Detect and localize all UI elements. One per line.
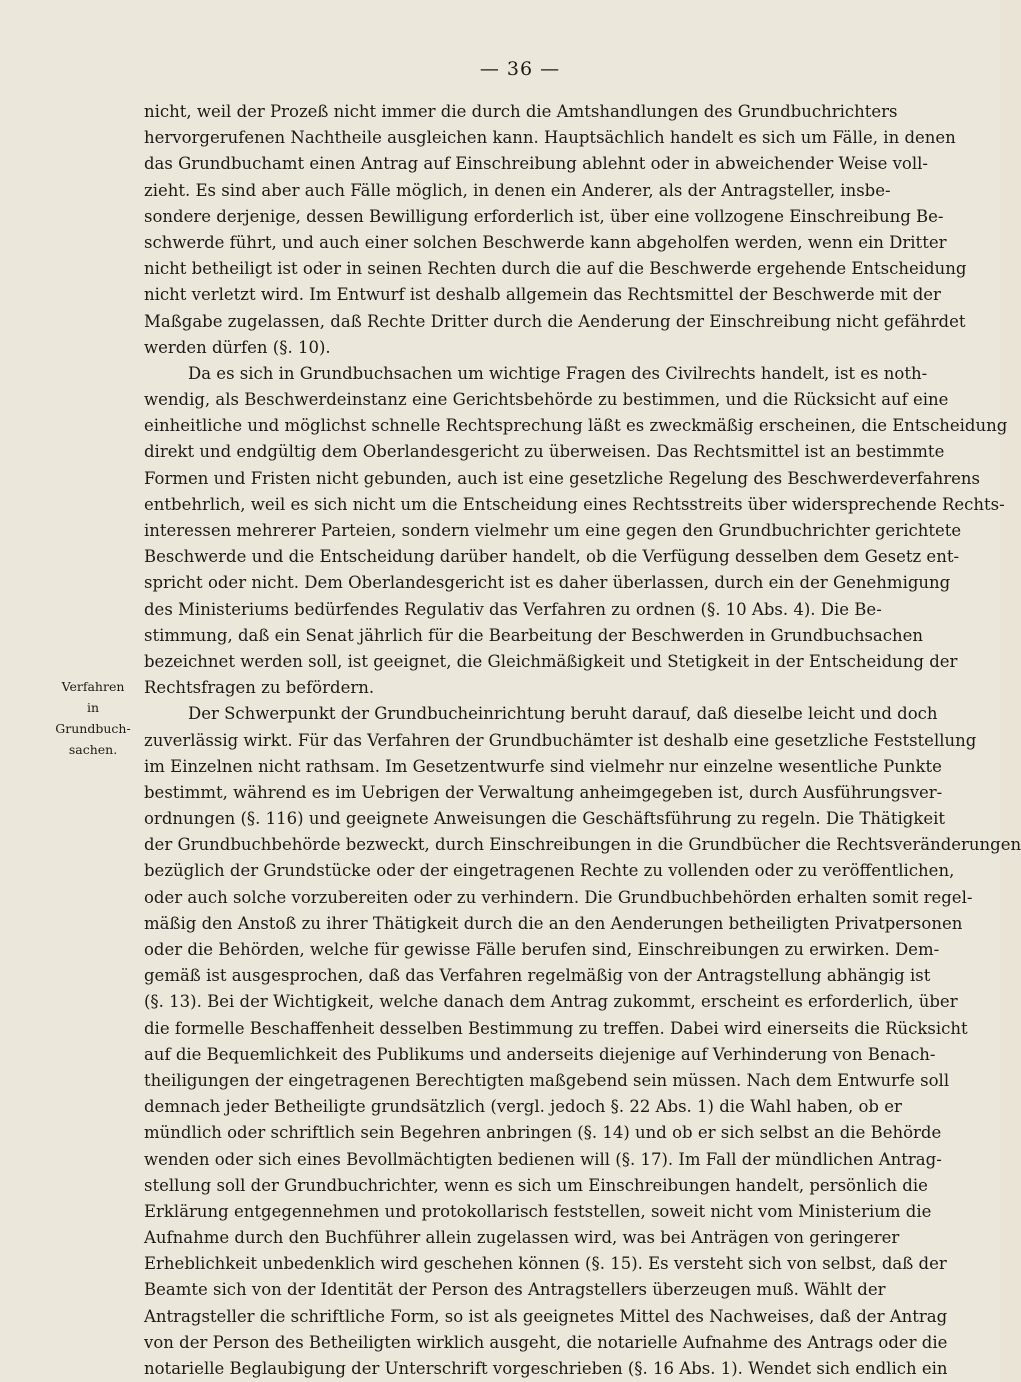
text-line: Da es sich in Grundbuchsachen um wichtige Fragen des Civilrechts handelt, ist es noth-: [188, 363, 928, 383]
text-line: auf die Bequemlichkeit des Publikums und anderseits diejenige auf Verhinderung von Benach-: [144, 1044, 936, 1064]
text-line: bezüglich der Grundstücke oder der eingetragenen Rechte zu vollenden oder zu veröffentlichen,: [144, 861, 955, 881]
margin-note-line: in: [86, 700, 100, 715]
margin-note: [52, 676, 134, 760]
text-line: oder die Behörden, welche für gewisse Fälle berufen sind, Einschreibungen zu erwirken. Dem-: [144, 940, 940, 959]
margin-note-line: Grundbuch-: [55, 721, 131, 736]
text-line: notarielle Beglaubigung der Unterschrift vorgeschrieben (§. 16 Abs. 1). Wendet sich endlich ein: [144, 1359, 948, 1378]
text-line: bezeichnet werden soll, ist geeignet, die Gleichmäßigkeit und Stetigkeit in der Entscheidung der: [144, 651, 958, 671]
text-line: stimmung, daß ein Senat jährlich für die Bearbeitung der Beschwerden in Grundbuchsachen: [144, 625, 924, 645]
text-line: (§. 13). Bei der Wichtigkeit, welche danach dem Antrag zukommt, erscheint es erforderlich, über: [144, 992, 958, 1012]
text-line: einheitliche und möglichst schnelle Rechtsprechung läßt es zweckmäßig erscheinen, die Entscheidung: [144, 416, 1008, 436]
text-line: nicht verletzt wird. Im Entwurf ist deshalb allgemein das Rechtsmittel der Beschwerde mit der: [144, 285, 941, 305]
text-line: werden dürfen (§. 10).: [144, 337, 331, 357]
text-line: oder auch solche vorzubereiten oder zu verhindern. Die Grundbuchbehörden erhalten somit regel-: [144, 887, 973, 907]
text-line: des Ministeriums bedürfendes Regulativ das Verfahren zu ordnen (§. 10 Abs. 4). Die Be-: [144, 599, 882, 619]
paragraph-1: [144, 99, 967, 361]
text-line: nicht, weil der Prozeß nicht immer die durch die Amtshandlungen des Grundbuchrichters: [144, 102, 898, 121]
text-line: mäßig den Anstoß zu ihrer Thätigkeit durch die an den Aenderungen betheiligten Privatpersonen: [144, 913, 963, 933]
text-line: schwerde führt, und auch einer solchen Beschwerde kann abgeholfen werden, wenn ein Dritter: [144, 232, 947, 252]
text-line: stellung soll der Grundbuchrichter, wenn es sich um Einschreibungen handelt, persönlich die: [144, 1175, 928, 1195]
text-line: entbehrlich, weil es sich nicht um die Entscheidung eines Rechtsstreits über widersprechende Rechts-: [144, 494, 1005, 514]
text-line: die formelle Beschaffenheit desselben Bestimmung zu treffen. Dabei wird einerseits die Rücksicht: [144, 1018, 968, 1038]
text-line: Antragsteller die schriftliche Form, so ist als geeignetes Mittel des Nachweises, daß der Antrag: [144, 1306, 948, 1326]
text-line: Der Schwerpunkt der Grundbucheinrichtung beruht darauf, daß dieselbe leicht und doch: [188, 704, 938, 724]
text-line: Aufnahme durch den Buchführer allein zugelassen wird, was bei Anträgen von geringerer: [144, 1228, 900, 1248]
page-number-text: — 36 —: [479, 58, 561, 80]
text-line: Beamte sich von der Identität der Person des Antragstellers überzeugen muß. Wählt der: [144, 1280, 886, 1300]
text-line: ordnungen (§. 116) und geeignete Anweisungen die Geschäftsführung zu regeln. Die Thätigkeit: [144, 809, 946, 829]
text-line: bestimmt, während es im Uebrigen der Verwaltung anheimgegeben ist, durch Ausführungsver-: [144, 782, 943, 802]
text-line: Erheblichkeit unbedenklich wird geschehen können (§. 15). Es versteht sich von selbst, daß der: [144, 1254, 947, 1274]
body-text: [144, 99, 1021, 1382]
text-line: wenden oder sich eines Bevollmächtigten bedienen will (§. 17). Im Fall der mündlichen Antrag-: [144, 1149, 942, 1169]
text-line: der Grundbuchbehörde bezweckt, durch Einschreibungen in die Grundbücher die Rechtsveränderungen: [144, 835, 1021, 855]
text-line: mündlich oder schriftlich sein Begehren anbringen (§. 14) und ob er sich selbst an die Behörde: [144, 1123, 942, 1143]
text-line: zuverlässig wirkt. Für das Verfahren der Grundbuchämter ist deshalb eine gesetzliche Feststellung: [144, 730, 977, 750]
page-number: [0, 58, 1000, 80]
margin-note-line: sachen.: [68, 742, 118, 757]
text-line: interessen mehrerer Parteien, sondern vielmehr um eine gegen den Grundbuchrichter gerichtete: [144, 521, 962, 540]
text-line: im Einzelnen nicht rathsam. Im Gesetzentwurfe sind vielmehr nur einzelne wesentliche Punkte: [144, 756, 942, 776]
text-line: demnach jeder Betheiligte grundsätzlich (vergl. jedoch §. 22 Abs. 1) die Wahl haben, ob er: [144, 1097, 902, 1117]
text-line: spricht oder nicht. Dem Oberlandesgericht ist es daher überlassen, durch ein der Genehmigung: [144, 573, 951, 593]
text-line: von der Person des Betheiligten wirklich ausgeht, die notarielle Aufnahme des Antrags oder die: [144, 1332, 948, 1352]
text-line: sondere derjenige, dessen Bewilligung erforderlich ist, über eine vollzogene Einschreibung Be-: [144, 206, 944, 226]
text-line: nicht betheiligt ist oder in seinen Rechten durch die auf die Beschwerde ergehende Entscheidung: [144, 259, 967, 279]
text-line: wendig, als Beschwerdeinstanz eine Gerichtsbehörde zu bestimmen, und die Rücksicht auf eine: [144, 390, 949, 410]
text-line: hervorgerufenen Nachtheile ausgleichen kann. Hauptsächlich handelt es sich um Fälle, in denen: [144, 128, 956, 148]
margin-note-line: Verfahren: [61, 679, 125, 694]
paragraph-3: [144, 701, 1021, 1382]
text-line: Erklärung entgegennehmen und protokollarisch feststellen, soweit nicht vom Ministerium die: [144, 1201, 932, 1221]
paragraph-2: [144, 361, 1008, 701]
text-line: Maßgabe zugelassen, daß Rechte Dritter durch die Aenderung der Einschreibung nicht gefährdet: [144, 311, 966, 331]
text-line: Rechtsfragen zu befördern.: [144, 678, 375, 698]
text-line: direkt und endgültig dem Oberlandesgericht zu überweisen. Das Rechtsmittel ist an bestimmte: [144, 442, 945, 462]
text-line: das Grundbuchamt einen Antrag auf Einschreibung ablehnt oder in abweichender Weise voll-: [144, 154, 928, 174]
text-line: gemäß ist ausgesprochen, daß das Verfahren regelmäßig von der Antragstellung abhängig ist: [144, 966, 931, 986]
text-line: theiligungen der eingetragenen Berechtigten maßgebend sein müssen. Nach dem Entwurfe soll: [144, 1070, 950, 1090]
text-line: zieht. Es sind aber auch Fälle möglich, in denen ein Anderer, als der Antragsteller, insbe-: [144, 180, 891, 200]
text-line: Beschwerde und die Entscheidung darüber handelt, ob die Verfügung desselben dem Gesetz ent-: [144, 547, 960, 567]
text-line: Formen und Fristen nicht gebunden, auch ist eine gesetzliche Regelung des Beschwerdeverfahrens: [144, 468, 980, 488]
